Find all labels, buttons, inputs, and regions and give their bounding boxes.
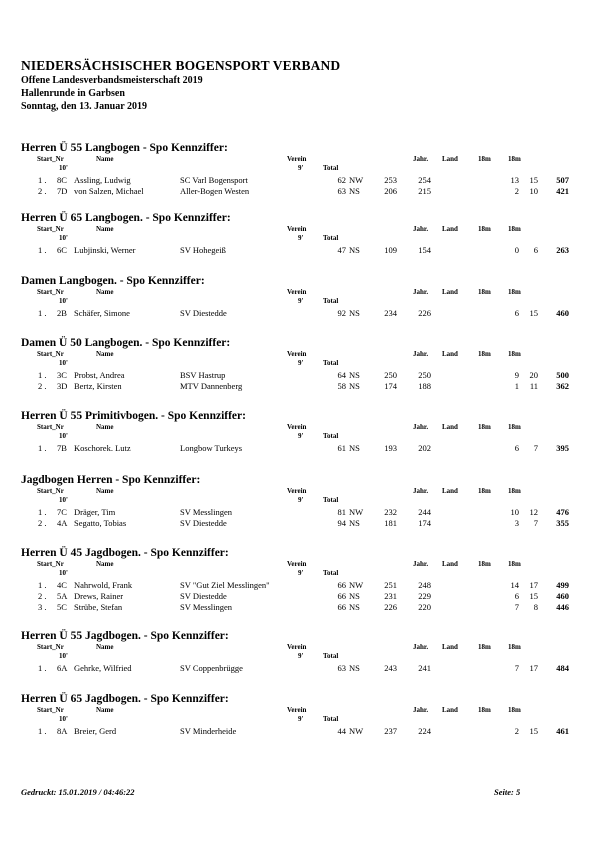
table-row [0, 663, 600, 674]
tens-count: 10 [510, 507, 519, 517]
col-9: 9' [298, 715, 304, 723]
total-score: 461 [556, 726, 569, 736]
score-round-1: 234 [384, 308, 397, 318]
birth-year: 58 [337, 381, 346, 391]
score-round-1: 253 [384, 175, 397, 185]
col-total: Total [323, 234, 339, 242]
archer-name: Schäfer, Simone [74, 308, 130, 318]
table-row [0, 308, 600, 319]
col-18m-b: 18m [508, 423, 521, 431]
start-number: 6A [57, 663, 68, 673]
country-code: NS [349, 186, 360, 196]
section-title: Herren Ü 55 Jagdbogen. - Spo Kennziffer: [21, 630, 229, 642]
col-name: Name [96, 350, 114, 358]
col-18m-a: 18m [478, 288, 491, 296]
country-code: NS [349, 381, 360, 391]
archer-name: Bertz, Kirsten [74, 381, 122, 391]
col-land: Land [442, 643, 458, 651]
score-round-2: 244 [418, 507, 431, 517]
page-number: Seite: 5 [494, 787, 521, 797]
col-total: Total [323, 359, 339, 367]
section-title: Herren Ü 45 Jagdbogen. - Spo Kennziffer: [21, 547, 229, 559]
birth-year: 66 [337, 591, 346, 601]
col-10: 10' [59, 652, 68, 660]
col-name: Name [96, 155, 114, 163]
col-verein: Verein [287, 706, 307, 714]
nines-count: 8 [533, 602, 538, 612]
score-round-2: 254 [418, 175, 431, 185]
federation-title: NIEDERSÄCHSISCHER BOGENSPORT VERBAND [21, 58, 341, 73]
rank: 1 . [38, 308, 47, 318]
rank: 1 . [38, 443, 47, 453]
birth-year: 61 [337, 443, 346, 453]
col-start-nr: Start_Nr [37, 487, 64, 495]
total-score: 476 [556, 507, 569, 517]
section-title: Damen Ü 50 Langbogen. - Spo Kennziffer: [21, 337, 231, 349]
col-10: 10' [59, 164, 68, 172]
col-land: Land [442, 350, 458, 358]
tens-count: 6 [514, 591, 519, 601]
col-18m-a: 18m [478, 423, 491, 431]
table-row [0, 245, 600, 256]
start-number: 8C [57, 175, 67, 185]
col-name: Name [96, 706, 114, 714]
rank: 2 . [38, 591, 47, 601]
col-total: Total [323, 432, 339, 440]
col-18m-b: 18m [508, 560, 521, 568]
col-jahr: Jahr. [413, 350, 429, 358]
tens-count: 6 [514, 443, 519, 453]
col-jahr: Jahr. [413, 643, 429, 651]
col-18m-b: 18m [508, 225, 521, 233]
nines-count: 20 [529, 370, 538, 380]
total-score: 460 [556, 308, 569, 318]
col-verein: Verein [287, 288, 307, 296]
col-verein: Verein [287, 225, 307, 233]
country-code: NS [349, 591, 360, 601]
start-number: 5A [57, 591, 68, 601]
col-18m-b: 18m [508, 350, 521, 358]
country-code: NS [349, 308, 360, 318]
rank: 2 . [38, 381, 47, 391]
start-number: 7C [57, 507, 67, 517]
score-round-2: 224 [418, 726, 431, 736]
score-round-1: 181 [384, 518, 397, 528]
rank: 2 . [38, 186, 47, 196]
table-row [0, 602, 600, 613]
col-18m-a: 18m [478, 225, 491, 233]
col-18m-b: 18m [508, 643, 521, 651]
country-code: NW [349, 726, 364, 736]
birth-year: 63 [337, 186, 346, 196]
col-name: Name [96, 487, 114, 495]
archer-name: Lubjinski, Werner [74, 245, 136, 255]
country-code: NW [349, 507, 364, 517]
club-name: Longbow Turkeys [180, 443, 243, 453]
birth-year: 64 [337, 370, 346, 380]
col-10: 10' [59, 234, 68, 242]
section-title: Jagdbogen Herren - Spo Kennziffer: [21, 474, 201, 486]
start-number: 6C [57, 245, 67, 255]
archer-name: von Salzen, Michael [74, 186, 144, 196]
club-name: SV Hohegeiß [180, 245, 226, 255]
club-name: MTV Dannenberg [180, 381, 243, 391]
col-land: Land [442, 706, 458, 714]
table-row [0, 443, 600, 454]
country-code: NS [349, 443, 360, 453]
tens-count: 6 [514, 308, 519, 318]
col-9: 9' [298, 496, 304, 504]
section-title: Herren Ü 55 Langbogen - Spo Kennziffer: [21, 142, 228, 154]
table-row [0, 370, 600, 381]
club-name: SV Diestedde [180, 518, 227, 528]
col-18m-a: 18m [478, 643, 491, 651]
score-round-1: 193 [384, 443, 397, 453]
col-land: Land [442, 225, 458, 233]
col-jahr: Jahr. [413, 155, 429, 163]
total-score: 460 [556, 591, 569, 601]
score-round-1: 109 [384, 245, 397, 255]
score-round-1: 250 [384, 370, 397, 380]
section-title: Herren Ü 65 Langbogen. - Spo Kennziffer: [21, 212, 231, 224]
start-number: 4C [57, 580, 67, 590]
col-jahr: Jahr. [413, 225, 429, 233]
score-round-2: 248 [418, 580, 431, 590]
col-18m-b: 18m [508, 155, 521, 163]
archer-name: Probst, Andrea [74, 370, 125, 380]
score-round-2: 188 [418, 381, 431, 391]
score-round-1: 206 [384, 186, 397, 196]
tens-count: 7 [514, 602, 519, 612]
archer-name: Koschorek. Lutz [74, 443, 131, 453]
col-10: 10' [59, 715, 68, 723]
col-start-nr: Start_Nr [37, 643, 64, 651]
col-9: 9' [298, 359, 304, 367]
col-verein: Verein [287, 423, 307, 431]
section-title: Damen Langbogen. - Spo Kennziffer: [21, 275, 205, 287]
score-round-2: 229 [418, 591, 431, 601]
section-title: Herren Ü 65 Jagdbogen. - Spo Kennziffer: [21, 693, 229, 705]
start-number: 3C [57, 370, 67, 380]
club-name: SC Varl Bogensport [180, 175, 248, 185]
result-section [0, 275, 600, 335]
archer-name: Assling, Ludwig [74, 175, 131, 185]
archer-name: Breier, Gerd [74, 726, 117, 736]
col-total: Total [323, 569, 339, 577]
score-round-1: 231 [384, 591, 397, 601]
rank: 1 . [38, 663, 47, 673]
score-round-1: 251 [384, 580, 397, 590]
rank: 3 . [38, 602, 47, 612]
score-round-1: 232 [384, 507, 397, 517]
col-land: Land [442, 487, 458, 495]
table-row [0, 518, 600, 529]
col-18m-b: 18m [508, 487, 521, 495]
section-title: Herren Ü 55 Primitivbogen. - Spo Kennziffer: [21, 410, 246, 422]
birth-year: 92 [337, 308, 346, 318]
col-land: Land [442, 155, 458, 163]
club-name: SV Diestedde [180, 591, 227, 601]
birth-year: 44 [337, 726, 346, 736]
country-code: NS [349, 245, 360, 255]
score-round-2: 215 [418, 186, 431, 196]
rank: 1 . [38, 175, 47, 185]
country-code: NS [349, 663, 360, 673]
col-18m-a: 18m [478, 155, 491, 163]
total-score: 421 [556, 186, 569, 196]
result-section [0, 212, 600, 272]
nines-count: 15 [529, 726, 538, 736]
col-verein: Verein [287, 643, 307, 651]
nines-count: 6 [533, 245, 538, 255]
tens-count: 7 [514, 663, 519, 673]
tens-count: 2 [514, 726, 519, 736]
start-number: 4A [57, 518, 68, 528]
result-section [0, 547, 600, 612]
col-18m-b: 18m [508, 706, 521, 714]
tens-count: 9 [514, 370, 519, 380]
table-row [0, 175, 600, 186]
col-10: 10' [59, 569, 68, 577]
col-18m-a: 18m [478, 487, 491, 495]
club-name: SV Diestedde [180, 308, 227, 318]
col-18m-a: 18m [478, 706, 491, 714]
birth-year: 47 [337, 245, 346, 255]
col-start-nr: Start_Nr [37, 225, 64, 233]
col-land: Land [442, 560, 458, 568]
col-total: Total [323, 652, 339, 660]
col-start-nr: Start_Nr [37, 423, 64, 431]
nines-count: 17 [529, 580, 538, 590]
col-18m-a: 18m [478, 350, 491, 358]
col-18m-b: 18m [508, 288, 521, 296]
nines-count: 15 [529, 308, 538, 318]
total-score: 484 [556, 663, 569, 673]
table-row [0, 507, 600, 518]
table-row [0, 381, 600, 392]
result-section [0, 693, 600, 753]
event-title: Offene Landesverbandsmeisterschaft 2019 [21, 75, 203, 86]
result-section [0, 474, 600, 534]
club-name: Aller-Bogen Westen [180, 186, 250, 196]
archer-name: Strübe, Stefan [74, 602, 123, 612]
birth-year: 94 [337, 518, 346, 528]
col-10: 10' [59, 297, 68, 305]
score-round-1: 243 [384, 663, 397, 673]
archer-name: Dräger, Tim [74, 507, 116, 517]
col-9: 9' [298, 297, 304, 305]
result-section [0, 337, 600, 397]
tens-count: 0 [514, 245, 519, 255]
birth-year: 81 [337, 507, 346, 517]
start-number: 8A [57, 726, 68, 736]
col-total: Total [323, 715, 339, 723]
total-score: 507 [556, 175, 569, 185]
col-name: Name [96, 288, 114, 296]
col-land: Land [442, 423, 458, 431]
col-name: Name [96, 423, 114, 431]
print-timestamp: Gedruckt: 15.01.2019 / 04:46:22 [21, 787, 135, 797]
col-start-nr: Start_Nr [37, 155, 64, 163]
table-row [0, 580, 600, 591]
start-number: 5C [57, 602, 67, 612]
table-row [0, 591, 600, 602]
result-section [0, 142, 600, 202]
club-name: SV Minderheide [180, 726, 237, 736]
score-round-2: 174 [418, 518, 431, 528]
birth-year: 66 [337, 602, 346, 612]
col-jahr: Jahr. [413, 560, 429, 568]
score-round-2: 226 [418, 308, 431, 318]
rank: 1 . [38, 726, 47, 736]
archer-name: Nahrwold, Frank [74, 580, 133, 590]
nines-count: 17 [529, 663, 538, 673]
result-section [0, 630, 600, 690]
club-name: SV Coppenbrügge [180, 663, 243, 673]
archer-name: Segatto, Tobias [74, 518, 127, 528]
total-score: 446 [556, 602, 569, 612]
nines-count: 12 [529, 507, 538, 517]
col-10: 10' [59, 359, 68, 367]
score-round-2: 202 [418, 443, 431, 453]
score-round-2: 154 [418, 245, 431, 255]
total-score: 500 [556, 370, 569, 380]
col-jahr: Jahr. [413, 706, 429, 714]
nines-count: 15 [529, 175, 538, 185]
country-code: NS [349, 518, 360, 528]
col-9: 9' [298, 652, 304, 660]
table-row [0, 186, 600, 197]
score-round-1: 237 [384, 726, 397, 736]
birth-year: 62 [337, 175, 346, 185]
nines-count: 7 [533, 443, 538, 453]
score-round-1: 226 [384, 602, 397, 612]
country-code: NW [349, 580, 364, 590]
total-score: 362 [556, 381, 569, 391]
col-9: 9' [298, 432, 304, 440]
col-verein: Verein [287, 350, 307, 358]
col-total: Total [323, 164, 339, 172]
start-number: 3D [57, 381, 68, 391]
col-jahr: Jahr. [413, 487, 429, 495]
start-number: 7D [57, 186, 68, 196]
col-start-nr: Start_Nr [37, 560, 64, 568]
tens-count: 14 [510, 580, 519, 590]
score-round-2: 250 [418, 370, 431, 380]
club-name: SV "Gut Ziel Messlingen" [180, 580, 270, 590]
col-name: Name [96, 560, 114, 568]
col-10: 10' [59, 496, 68, 504]
tens-count: 13 [510, 175, 519, 185]
country-code: NS [349, 602, 360, 612]
rank: 2 . [38, 518, 47, 528]
col-jahr: Jahr. [413, 288, 429, 296]
club-name: BSV Hastrup [180, 370, 226, 380]
archer-name: Gehrke, Wilfried [74, 663, 132, 673]
score-round-2: 220 [418, 602, 431, 612]
country-code: NW [349, 175, 364, 185]
col-total: Total [323, 297, 339, 305]
tens-count: 2 [514, 186, 519, 196]
total-score: 263 [556, 245, 569, 255]
nines-count: 7 [533, 518, 538, 528]
nines-count: 15 [529, 591, 538, 601]
score-round-2: 241 [418, 663, 431, 673]
col-9: 9' [298, 164, 304, 172]
start-number: 2B [57, 308, 67, 318]
nines-count: 11 [529, 381, 538, 391]
col-name: Name [96, 225, 114, 233]
tens-count: 3 [514, 518, 519, 528]
rank: 1 . [38, 507, 47, 517]
start-number: 7B [57, 443, 67, 453]
col-start-nr: Start_Nr [37, 288, 64, 296]
result-section [0, 410, 600, 470]
col-verein: Verein [287, 560, 307, 568]
total-score: 499 [556, 580, 569, 590]
event-venue: Hallenrunde in Garbsen [21, 88, 125, 99]
col-verein: Verein [287, 487, 307, 495]
tens-count: 1 [514, 381, 519, 391]
col-10: 10' [59, 432, 68, 440]
col-total: Total [323, 496, 339, 504]
col-name: Name [96, 643, 114, 651]
rank: 1 . [38, 245, 47, 255]
col-land: Land [442, 288, 458, 296]
event-date: Sonntag, den 13. Januar 2019 [21, 101, 147, 112]
col-jahr: Jahr. [413, 423, 429, 431]
nines-count: 10 [529, 186, 538, 196]
rank: 1 . [38, 580, 47, 590]
club-name: SV Messlingen [180, 602, 233, 612]
col-9: 9' [298, 569, 304, 577]
score-round-1: 174 [384, 381, 397, 391]
col-18m-a: 18m [478, 560, 491, 568]
total-score: 355 [556, 518, 569, 528]
col-9: 9' [298, 234, 304, 242]
birth-year: 63 [337, 663, 346, 673]
birth-year: 66 [337, 580, 346, 590]
col-start-nr: Start_Nr [37, 706, 64, 714]
table-row [0, 726, 600, 737]
club-name: SV Messlingen [180, 507, 233, 517]
archer-name: Drews, Rainer [74, 591, 124, 601]
col-start-nr: Start_Nr [37, 350, 64, 358]
rank: 1 . [38, 370, 47, 380]
col-verein: Verein [287, 155, 307, 163]
total-score: 395 [556, 443, 569, 453]
country-code: NS [349, 370, 360, 380]
